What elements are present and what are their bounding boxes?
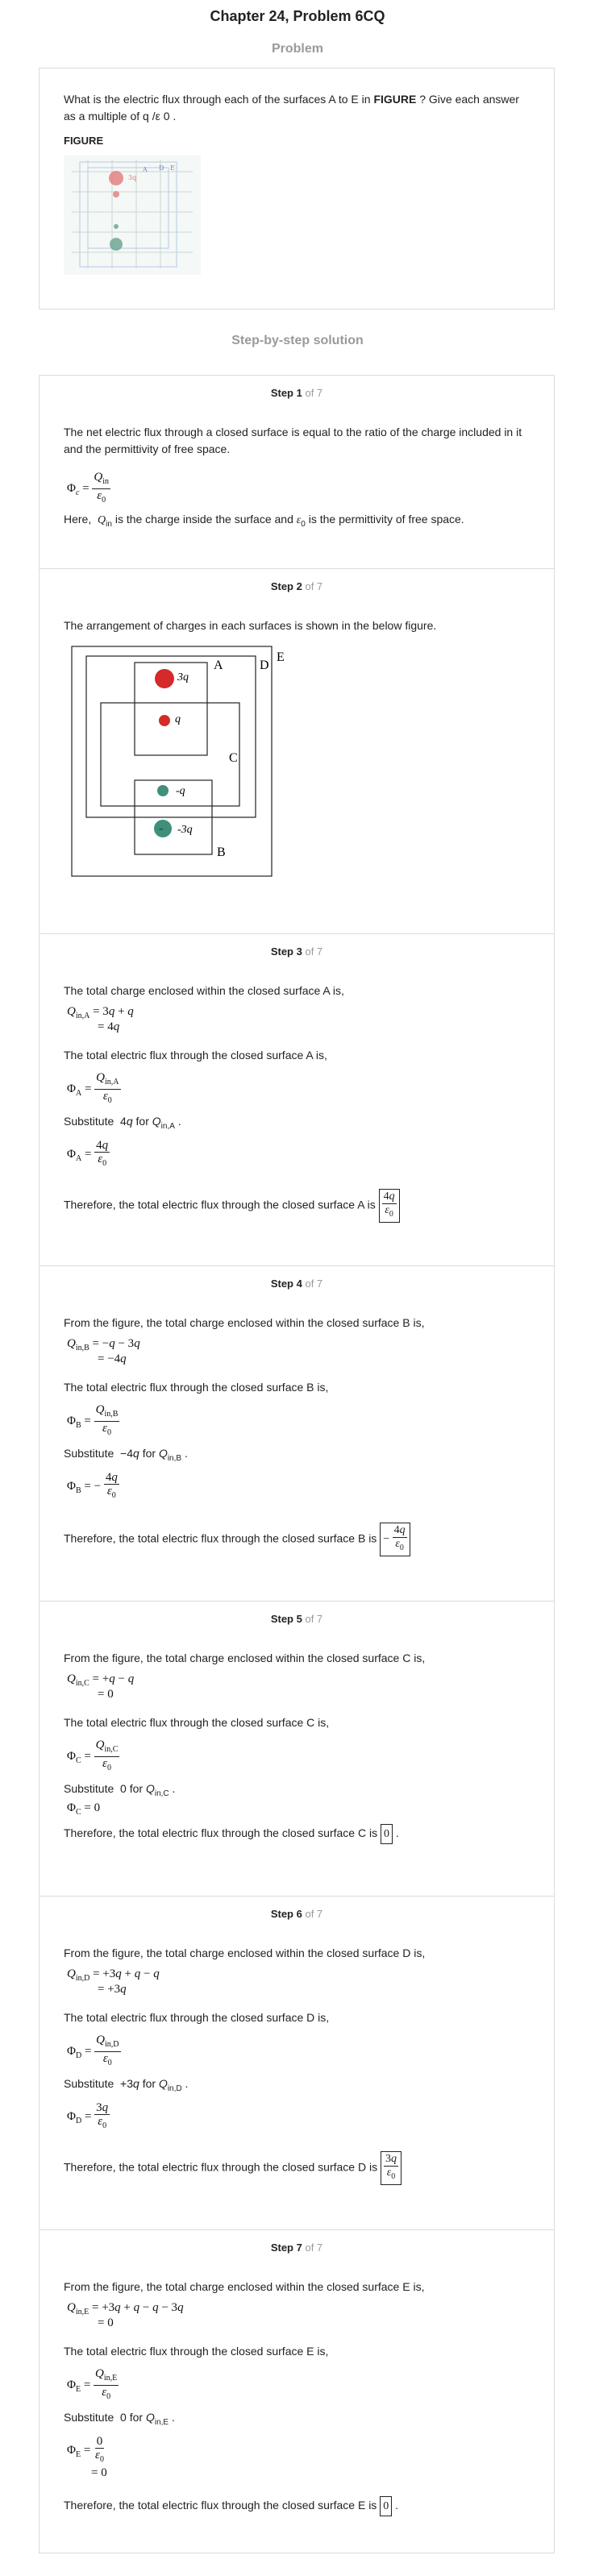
- step-3-subst: Substitute 4q for $Q_{in,A}$ .: [64, 1115, 181, 1131]
- problem-text: What is the electric flux through each of the surfaces A to E in FIGURE ? Give each answer as a multiple of q /ε 0 .: [64, 93, 519, 123]
- problem-heading: Problem: [271, 42, 323, 56]
- svg-text:A: A: [143, 166, 148, 173]
- step-3-text-1: The total charge enclosed within the closed surface A is,: [64, 984, 344, 997]
- step-6-subst: Substitute +3q for $Q_{in,D}$ .: [64, 2077, 189, 2093]
- step-5-text-1: From the figure, the total charge enclosed within the closed surface C is,: [64, 1652, 426, 1664]
- step-6: [39, 1897, 555, 2230]
- svg-text:q: q: [175, 713, 181, 725]
- step-6-text-1: From the figure, the total charge enclosed within the closed surface D is,: [64, 1947, 426, 1959]
- solution-heading: Step-by-step solution: [231, 334, 364, 347]
- step-3-charge-eq: $Q_{in,A} = 3q + q$ = 4q: [67, 1005, 134, 1033]
- charge-neg-q: [157, 785, 169, 796]
- step-2-heading: Step 2 of 7: [270, 580, 323, 592]
- step-1-text: The net electric flux through a closed surface is equal to the ratio of the charge included in it and the permittivity of free space.: [64, 426, 522, 455]
- step-4-flux-value: $\Phi_B$ = − $\frac{4q}{\varepsilon_0}$: [67, 1471, 118, 1500]
- svg-text:-3q: -3q: [177, 824, 193, 836]
- step-6-flux-eq: $\Phi_D$ = $\frac{Q_{in,D}}{\varepsilon_0}$: [67, 2034, 119, 2067]
- svg-text:A: A: [214, 659, 223, 672]
- step-3-flux-eq: $\Phi_A$ = $\frac{Q_{in,A}}{\varepsilon_0}$: [67, 1071, 119, 1105]
- step-4-answer: Therefore, the total electric flux through the closed surface B is − $\frac{4q}{\varepsilon_0}$: [64, 1523, 531, 1556]
- step-2: [39, 569, 555, 934]
- svg-text:3q: 3q: [177, 671, 189, 683]
- step-5-charge-eq: $Q_{in,C} = +q - q$ = 0: [67, 1672, 135, 1701]
- charge-q: [159, 715, 170, 726]
- problem-box: [39, 68, 555, 310]
- step-5-text-2: The total electric flux through the closed surface C is,: [64, 1716, 330, 1729]
- step-7-subst: Substitute 0 for $Q_{in,E}$ .: [64, 2411, 175, 2427]
- step-7-flux-eq: $\Phi_E$ = $\frac{Q_{in,E}}{\varepsilon_0}$: [67, 2367, 118, 2401]
- svg-text:D: D: [260, 659, 269, 672]
- step-5-flux-eq: $\Phi_C$ = $\frac{Q_{in,C}}{\varepsilon_0}$: [67, 1739, 119, 1772]
- step-4: [39, 1266, 555, 1602]
- step-6-flux-value: $\Phi_D$ = $\frac{3q}{\varepsilon_0}$: [67, 2101, 109, 2130]
- step-1-heading: Step 1 of 7: [270, 387, 323, 399]
- step-7-answer: Therefore, the total electric flux through the closed surface E is 0 .: [64, 2496, 531, 2516]
- step-4-heading: Step 4 of 7: [270, 1278, 323, 1290]
- step-4-subst: Substitute −4q for $Q_{in,B}$ .: [64, 1447, 188, 1463]
- step-5-flux-value: $\Phi_C = 0$: [67, 1801, 101, 1817]
- step-3-answer: Therefore, the total electric flux through the closed surface A is $\frac{4q}{\varepsilon_0}$: [64, 1189, 531, 1223]
- svg-text:C: C: [229, 751, 238, 765]
- svg-text:3q: 3q: [128, 174, 137, 181]
- svg-text:E: E: [277, 650, 285, 664]
- step-7-flux-value: $\Phi_E$ = $\frac{0}{\varepsilon_0}$ = 0: [67, 2435, 107, 2479]
- svg-text:D: D: [159, 164, 164, 172]
- step-4-text-2: The total electric flux through the closed surface B is,: [64, 1381, 329, 1394]
- step-3-flux-value: $\Phi_A$ = $\frac{4q}{\varepsilon_0}$: [67, 1139, 109, 1168]
- step-4-flux-eq: $\Phi_B$ = $\frac{Q_{in,B}}{\varepsilon_0}$: [67, 1403, 119, 1437]
- charge-figure: [70, 642, 296, 886]
- step-1: [39, 375, 555, 569]
- svg-text:B: B: [217, 846, 226, 859]
- step-5-answer: Therefore, the total electric flux through the closed surface C is 0 .: [64, 1824, 531, 1844]
- step-2-text: The arrangement of charges in each surfaces is shown in the below figure.: [64, 619, 437, 632]
- step-7-text-1: From the figure, the total charge enclosed within the closed surface E is,: [64, 2280, 425, 2293]
- step-6-answer: Therefore, the total electric flux through the closed surface D is $\frac{3q}{\varepsilon_0}$: [64, 2151, 531, 2185]
- step-1-formula: $\Phi_c$ = $\frac{Q_{in}}{\varepsilon_0}$: [67, 471, 110, 505]
- svg-text:E: E: [170, 164, 175, 172]
- step-5-subst: Substitute 0 for $Q_{in,C}$ .: [64, 1782, 176, 1798]
- step-6-heading: Step 6 of 7: [270, 1908, 323, 1920]
- svg-text:-q: -q: [176, 785, 185, 797]
- figure-label: FIGURE: [64, 135, 104, 147]
- step-7: [39, 2230, 555, 2553]
- step-4-charge-eq: $Q_{in,B} = -q - 3q$ = −4q: [67, 1337, 140, 1365]
- step-5-heading: Step 5 of 7: [270, 1613, 323, 1625]
- step-3-text-2: The total electric flux through the closed surface A is,: [64, 1049, 327, 1062]
- step-7-charge-eq: $Q_{in,E} = +3q + q - q - 3q$ = 0: [67, 2301, 184, 2329]
- step-6-text-2: The total electric flux through the closed surface D is,: [64, 2011, 330, 2024]
- surface-C: [101, 703, 239, 806]
- page-title: Chapter 24, Problem 6CQ: [210, 8, 385, 24]
- step-7-text-2: The total electric flux through the closed surface E is,: [64, 2345, 329, 2358]
- step-1-here: Here, $Q_{in}$ is the charge inside the surface and $\varepsilon_0$ is the permittivity of free space.: [64, 513, 464, 529]
- charge-3q: [155, 669, 174, 688]
- svg-text:–: –: [159, 824, 164, 834]
- step-3: [39, 934, 555, 1266]
- step-7-heading: Step 7 of 7: [270, 2242, 323, 2254]
- figure-thumbnail[interactable]: [64, 156, 201, 277]
- step-3-heading: Step 3 of 7: [270, 945, 323, 958]
- step-5: [39, 1602, 555, 1897]
- step-6-charge-eq: $Q_{in,D} = +3q + q - q$ = +3q: [67, 1967, 160, 1996]
- step-4-text-1: From the figure, the total charge enclosed within the closed surface B is,: [64, 1316, 425, 1329]
